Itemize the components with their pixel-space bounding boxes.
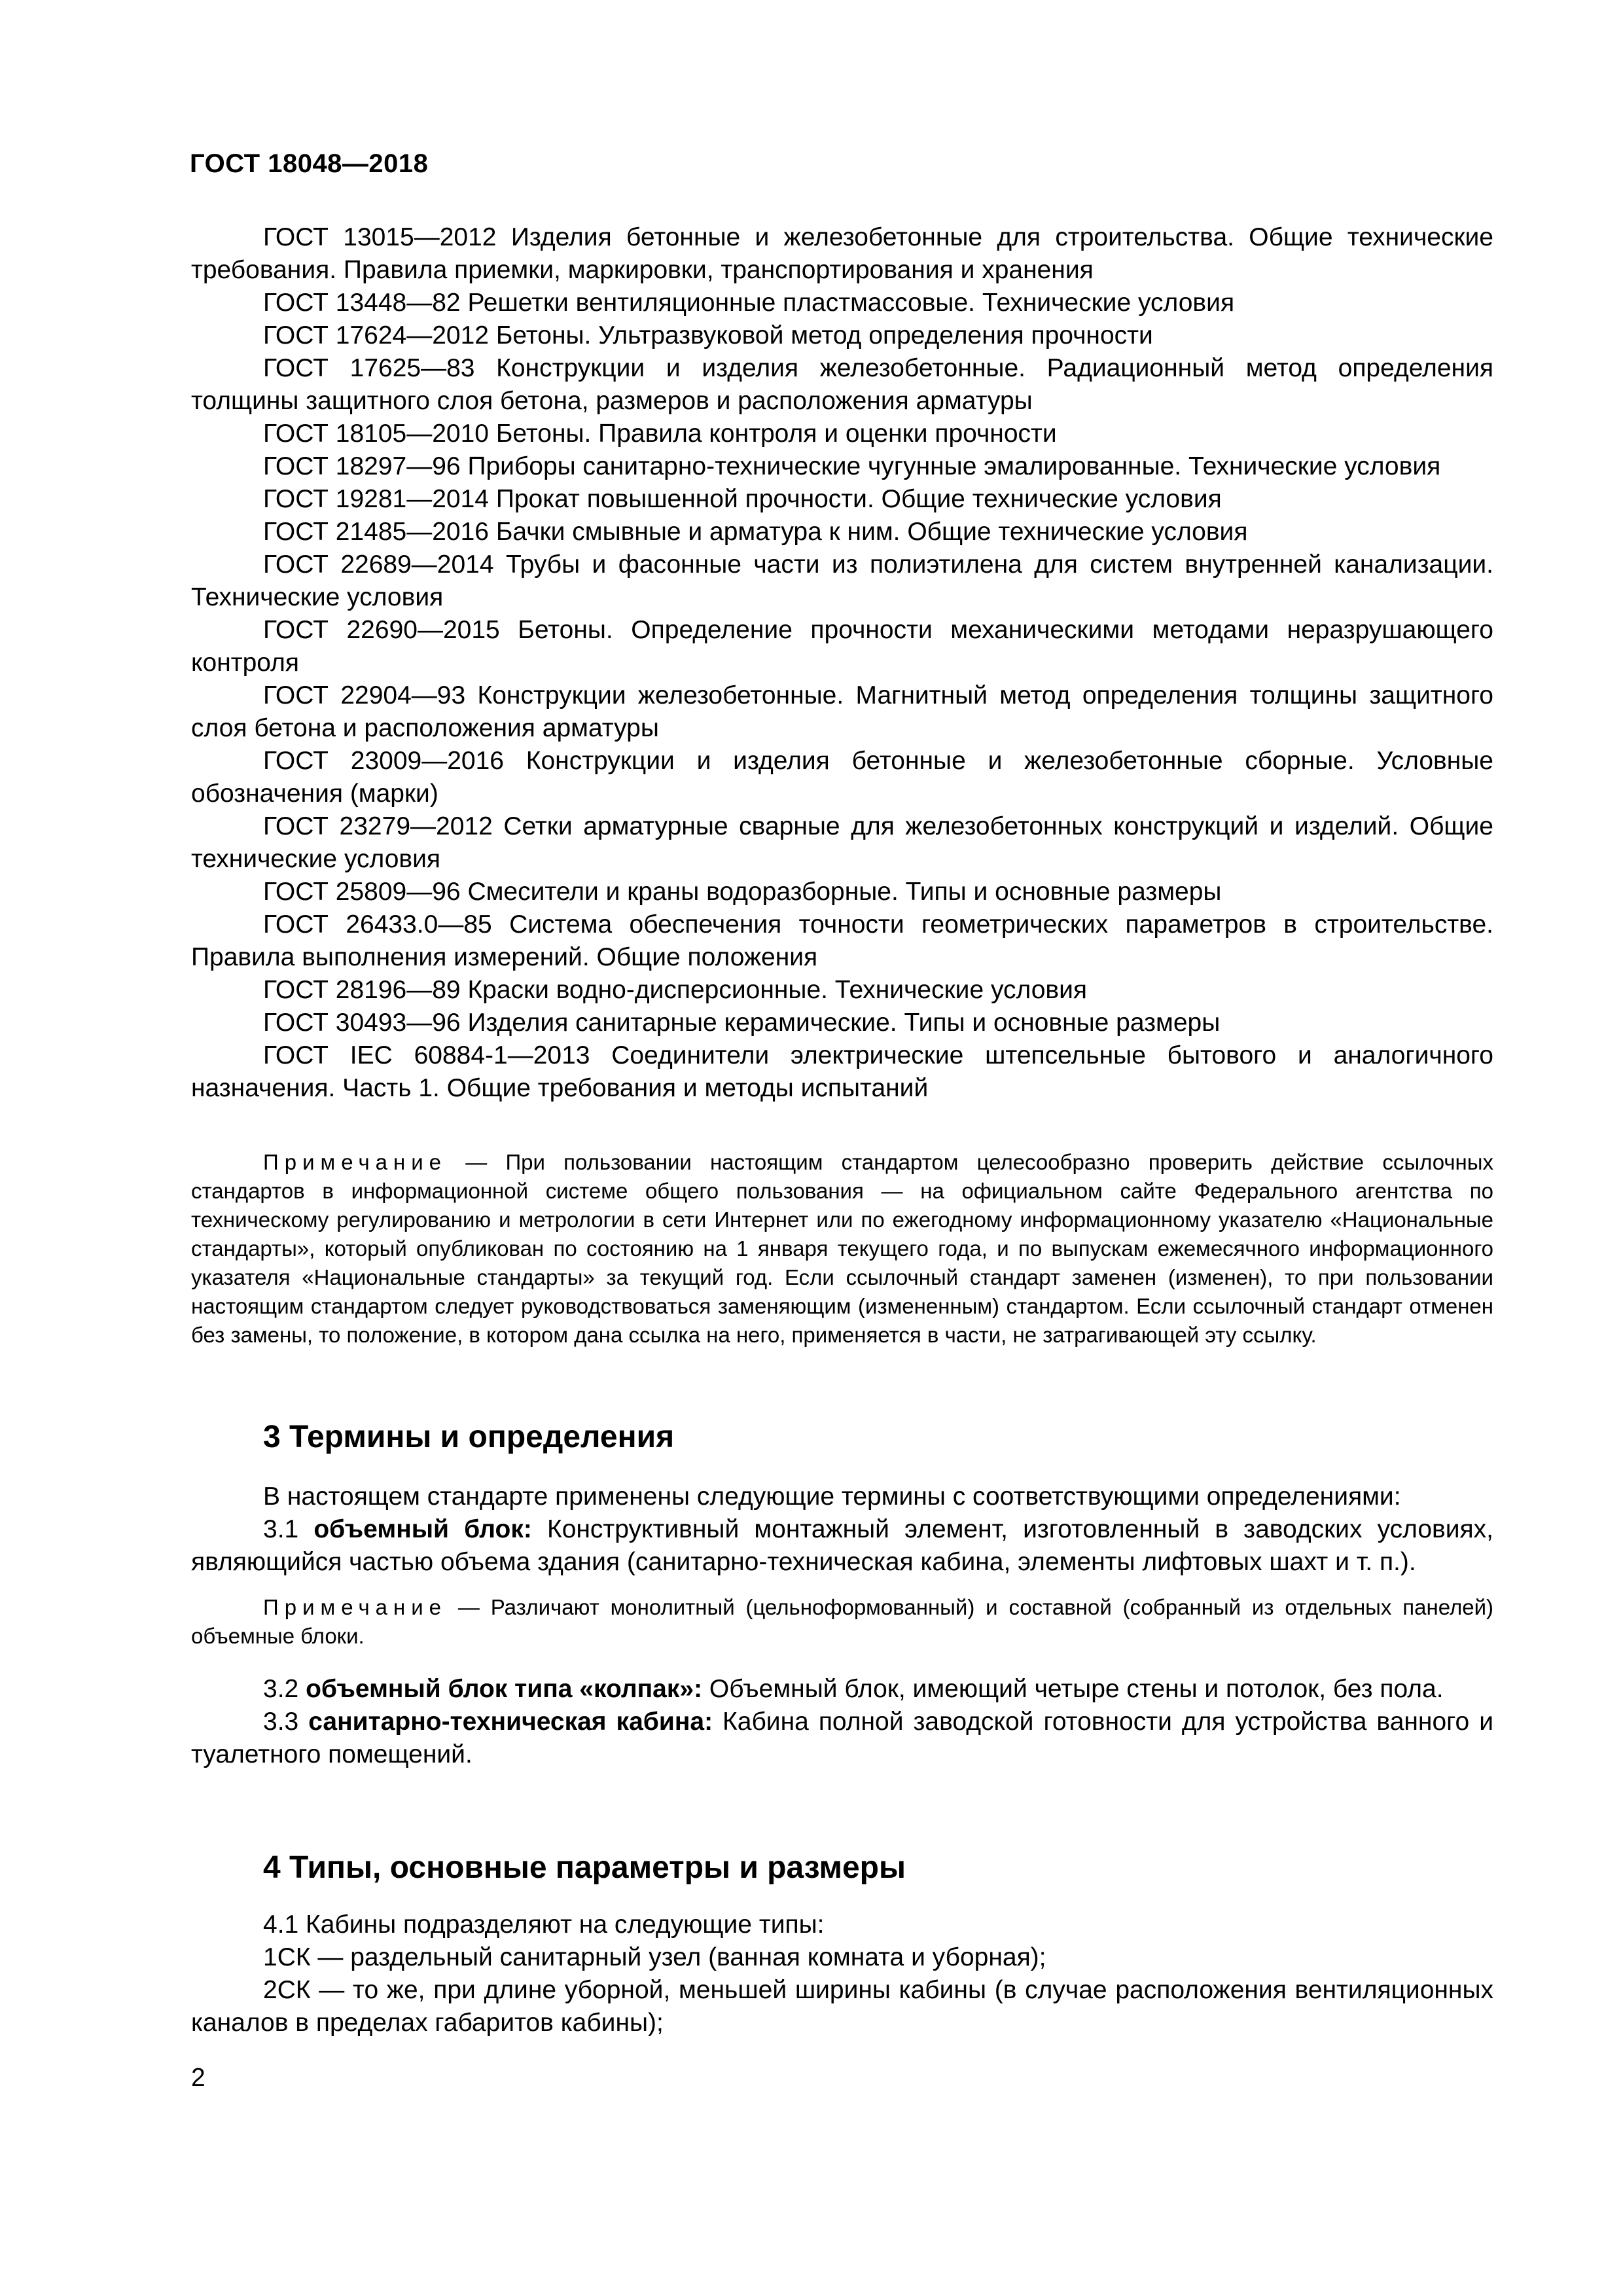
references-note [191, 1148, 1493, 1350]
reference-item: ГОСТ 18105—2010 Бетоны. Правила контроля и оценки прочности [263, 420, 1057, 448]
reference-item: ГОСТ IEC 60884-1—2013 Соединители электрические штепсельные бытового и аналогичного назначения. Часть 1. Общие требования и методы испытаний [191, 1041, 1493, 1102]
section-4-body [191, 1909, 1493, 2039]
reference-item: ГОСТ 23009—2016 Конструкции и изделия бетонные и железобетонные сборные. Условные обозначения (марки) [191, 747, 1493, 808]
note-text: — При пользовании настоящим стандартом целесообразно проверить действие ссылочных стандартов в информационной системе общего пользования — на официальном сайте Федерального агентства по техническому регулированию и метрологии в сети Интернет или по ежегодному информационному указателю «Национальные стандарты», который опубликован по состоянию на 1 января текущего года, и по выпускам ежемесячного информационного указателя «Национальные стандарты» за текущий год. Если ссылочный стандарт заменен (изменен), то при пользовании настоящим стандартом следует руководствоваться заменяющим (измененным) стандартом. Если ссылочный стандарт отменен без замены, то положение, в котором дана ссылка на него, применяется в части, не затрагивающей эту ссылку. [191, 1150, 1493, 1347]
reference-item: ГОСТ 13448—82 Решетки вентиляционные пластмассовые. Технические условия [263, 289, 1235, 317]
section-3-heading: 3 Термины и определения [263, 1420, 675, 1454]
reference-item: ГОСТ 13015—2012 Изделия бетонные и железобетонные для строительства. Общие технические требования. Правила приемки, маркировки, транспортирования и хранения [191, 223, 1493, 284]
reference-item: ГОСТ 22904—93 Конструкции железобетонные. Магнитный метод определения толщины защитного слоя бетона и расположения арматуры [191, 681, 1493, 742]
note-text: — Различают монолитный (цельноформованный) и составной (собранный из отдельных панелей) объемные блоки. [191, 1595, 1493, 1648]
reference-item: ГОСТ 22689—2014 Трубы и фасонные части из полиэтилена для систем внутренней канализации. Технические условия [191, 550, 1493, 611]
term-3-1 [191, 1513, 1493, 1579]
reference-item: ГОСТ 28196—89 Краски водно-дисперсионные. Технические условия [263, 976, 1088, 1004]
term-definition: Кабина полной заводской готовности для устройства ванного и туалетного помещений. [191, 1708, 1493, 1768]
reference-item: ГОСТ 17625—83 Конструкции и изделия железобетонные. Радиационный метод определения толщины защитного слоя бетона, размеров и расположения арматуры [191, 354, 1493, 415]
term-name: объемный блок типа «колпак»: [306, 1675, 703, 1703]
reference-item: ГОСТ 22690—2015 Бетоны. Определение прочности механическими методами неразрушающего контроля [191, 616, 1493, 677]
term-definition: Конструктивный монтажный элемент, изготовленный в заводских условиях, являющийся частью объема здания (санитарно-техническая кабина, элементы лифтовых шахт и т. п.). [191, 1515, 1493, 1576]
term-name: санитарно-техническая кабина: [308, 1708, 713, 1736]
term-number: 3.1 [263, 1515, 314, 1543]
term-definition: Объемный блок, имеющий четыре стены и потолок, без пола. [702, 1675, 1444, 1703]
section-3-terms [191, 1480, 1493, 1579]
term-name: объемный блок: [313, 1515, 532, 1543]
term-number: 3.2 [263, 1675, 306, 1703]
paragraph: 4.1 Кабины подразделяют на следующие типы: [263, 1910, 825, 1939]
reference-item: ГОСТ 25809—96 Смесители и краны водоразборные. Типы и основные размеры [263, 878, 1222, 906]
normative-references-list [191, 221, 1493, 1105]
term-number: 3.3 [263, 1708, 309, 1736]
paragraph: 2СК — то же, при длине уборной, меньшей ширины кабины (в случае расположения вентиляционных каналов в пределах габаритов кабины); [191, 1976, 1493, 2037]
reference-item: ГОСТ 30493—96 Изделия санитарные керамические. Типы и основные размеры [263, 1009, 1221, 1037]
reference-item: ГОСТ 23279—2012 Сетки арматурные сварные для железобетонных конструкций и изделий. Общие технические условия [191, 812, 1493, 873]
term-3-3 [191, 1706, 1493, 1771]
note-lead: Примечание [263, 1150, 448, 1174]
term-note [191, 1593, 1493, 1651]
section-3-terms-continued [191, 1673, 1493, 1771]
page-number: 2 [191, 2064, 205, 2092]
reference-item: ГОСТ 21485—2016 Бачки смывные и арматура к ним. Общие технические условия [263, 518, 1248, 546]
note-lead: Примечание [263, 1595, 448, 1619]
reference-item: ГОСТ 18297—96 Приборы санитарно-технические чугунные эмалированные. Технические условия [263, 452, 1441, 480]
term-3-2 [191, 1673, 1493, 1706]
section-3-intro: В настоящем стандарте применены следующие термины с соответствующими определениями: [263, 1482, 1401, 1511]
reference-item: ГОСТ 19281—2014 Прокат повышенной прочности. Общие технические условия [263, 485, 1222, 513]
paragraph: 1СК — раздельный санитарный узел (ванная комната и уборная); [263, 1943, 1046, 1971]
document-header: ГОСТ 18048—2018 [190, 149, 429, 178]
section-4-heading: 4 Типы, основные параметры и размеры [263, 1850, 906, 1885]
reference-item: ГОСТ 26433.0—85 Система обеспечения точности геометрических параметров в строительстве. Правила выполнения измерений. Общие положения [191, 910, 1493, 971]
reference-item: ГОСТ 17624—2012 Бетоны. Ультразвуковой метод определения прочности [263, 321, 1153, 350]
